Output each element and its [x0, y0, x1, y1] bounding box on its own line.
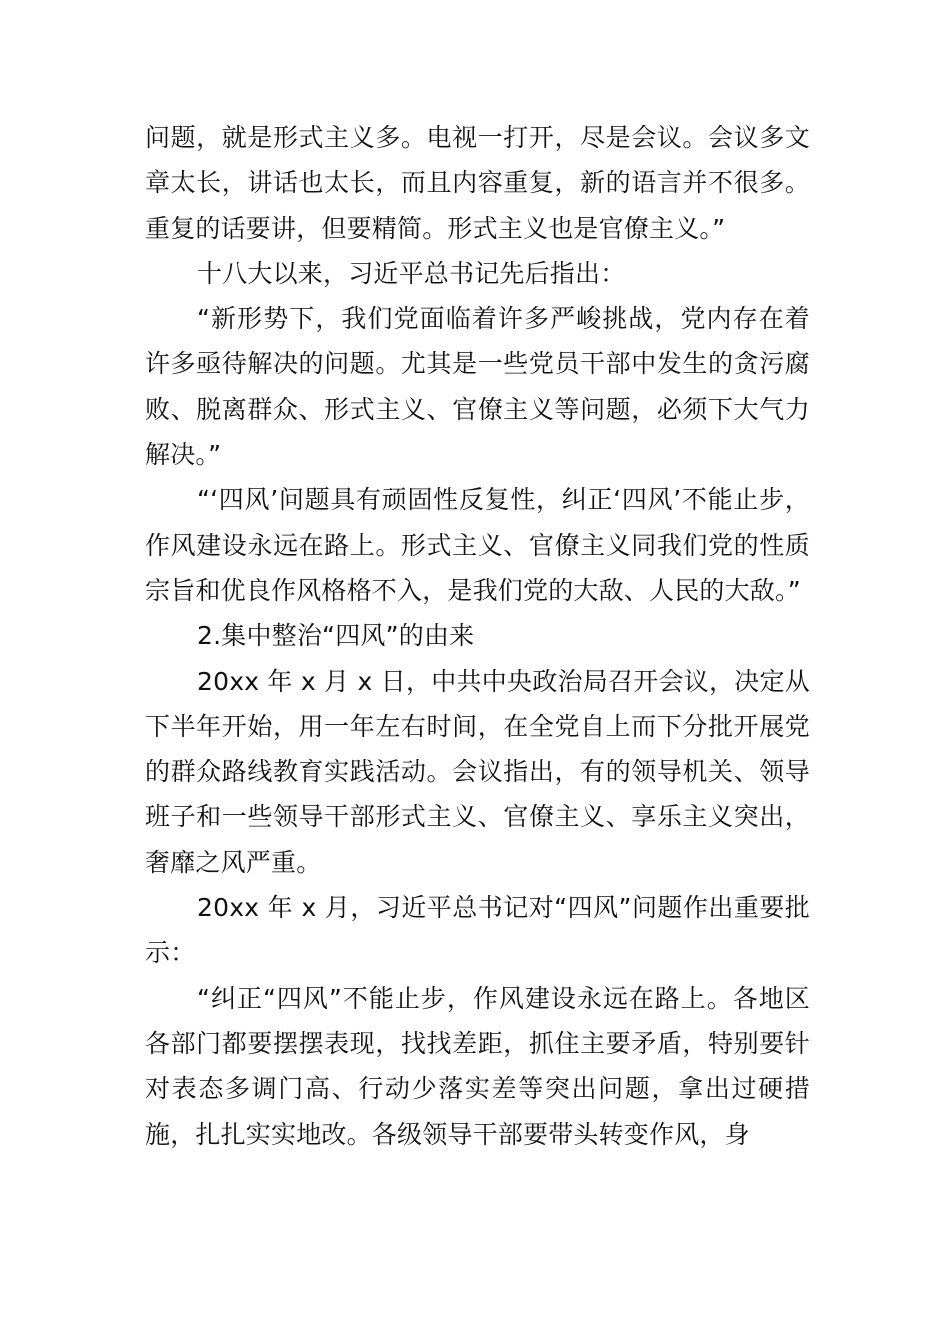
paragraph-meeting: 20xx 年 x 月 x 日，中共中央政治局召开会议，决定从下半年开始，用一年左右时间，在全党自上而下分批开展党的群众路线教育实践活动。会议指出，有的领导机关、领导班子和一些领导干部形式主义、官僚主义、享乐主义突出，奢靡之风严重。	[145, 666, 810, 877]
paragraph-quote-3: “纠正“四风”不能止步，作风建设永远在路上。各地区各部门都要摆摆表现，找找差距，抓住主要矛盾，特别要针对表态多调门高、行动少落实差等突出问题，拿出过硬措施，扎扎实实地改。各级领导干部要带头转变作风，身	[145, 983, 810, 1149]
document-body	[145, 115, 810, 1157]
paragraph-quote-2: “‘四风’问题具有顽固性反复性，纠正‘四风’不能止步，作风建设永远在路上。形式主义、官僚主义同我们党的性质宗旨和优良作风格格不入，是我们党的大敌、人民的大敌。”	[145, 485, 810, 605]
paragraph-continuation: 问题，就是形式主义多。电视一打开，尽是会议。会议多文章太长，讲话也太长，而且内容重复，新的语言并不很多。重复的话要讲，但要精简。形式主义也是官僚主义。”	[145, 123, 810, 243]
section-heading: 2.集中整治“四风”的由来	[197, 621, 475, 651]
paragraph-instruction: 20xx 年 x 月，习近平总书记对“四风”问题作出重要批示：	[145, 893, 810, 968]
paragraph-quote-1: “新形势下，我们党面临着许多严峻挑战，党内存在着许多亟待解决的问题。尤其是一些党员干部中发生的贪污腐败、脱离群众、形式主义、官僚主义等问题，必须下大气力解决。”	[145, 304, 810, 470]
paragraph-intro: 十八大以来，习近平总书记先后指出：	[197, 258, 626, 288]
